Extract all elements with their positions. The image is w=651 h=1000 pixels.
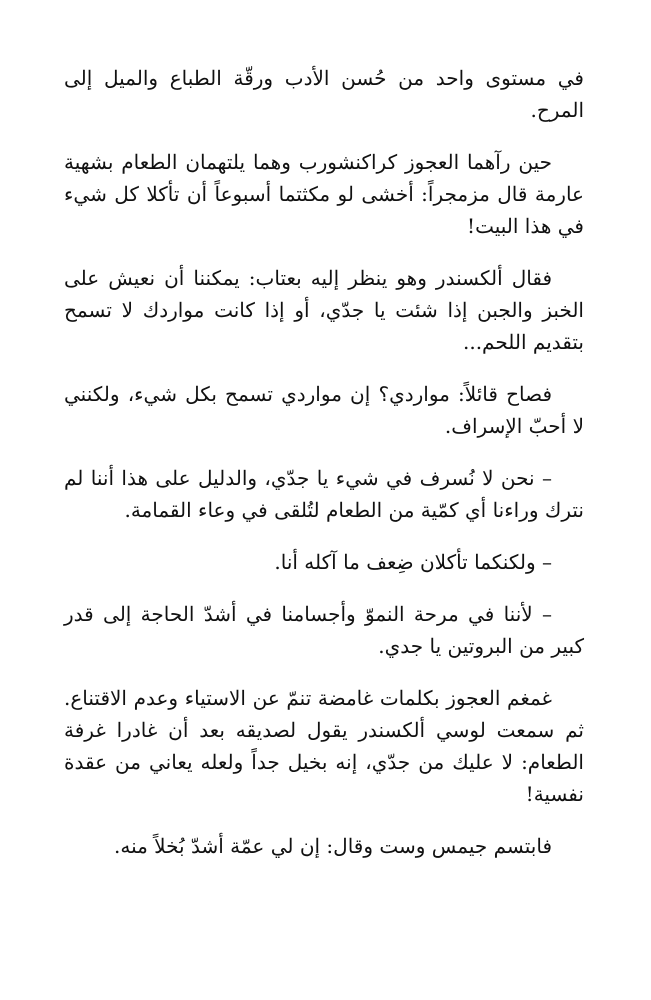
paragraph-9: فابتسم جيمس وست وقال: إن لي عمّة أشدّ بُخلاً منه. xyxy=(114,834,552,858)
book-page xyxy=(64,62,584,882)
paragraph-4: فصاح قائلاً: مواردي؟ إن مواردي تسمح بكل شيء، ولكنني لا أحبّ الإسراف. xyxy=(64,382,584,438)
paragraph-6: – ولكنكما تأكلان ضِعف ما آكله أنا. xyxy=(274,550,552,574)
paragraph-8: غمغم العجوز بكلمات غامضة تنمّ عن الاستياء وعدم الاقتناع. ثم سمعت لوسي ألكسندر يقول لصديقه بعد أن غادرا غرفة الطعام: لا عليك من جدّي، إنه بخيل جداً ولعله يعاني من عقدة نفسية! xyxy=(64,686,584,806)
paragraph-2: حين رآهما العجوز كراكنشورب وهما يلتهمان الطعام بشهية عارمة قال مزمجراً: أخشى لو مكثتما أسبوعاً أن تأكلا كل شيء في هذا البيت! xyxy=(64,150,584,238)
paragraph-5: – نحن لا نُسرف في شيء يا جدّي، والدليل على هذا أننا لم نترك وراءنا أي كمّية من الطعام لتُلقى في وعاء القمامة. xyxy=(64,466,584,522)
paragraph-3: فقال ألكسندر وهو ينظر إليه بعتاب: يمكننا أن نعيش على الخبز والجبن إذا شئت يا جدّي، أو إذا كانت مواردك لا تسمح بتقديم اللحم... xyxy=(64,266,584,354)
paragraph-7: – لأننا في مرحة النموّ وأجسامنا في أشدّ الحاجة إلى قدر كبير من البروتين يا جدي. xyxy=(64,602,584,658)
paragraph-1: في مستوى واحد من حُسن الأدب ورقّة الطباع والميل إلى المرح. xyxy=(64,66,584,122)
